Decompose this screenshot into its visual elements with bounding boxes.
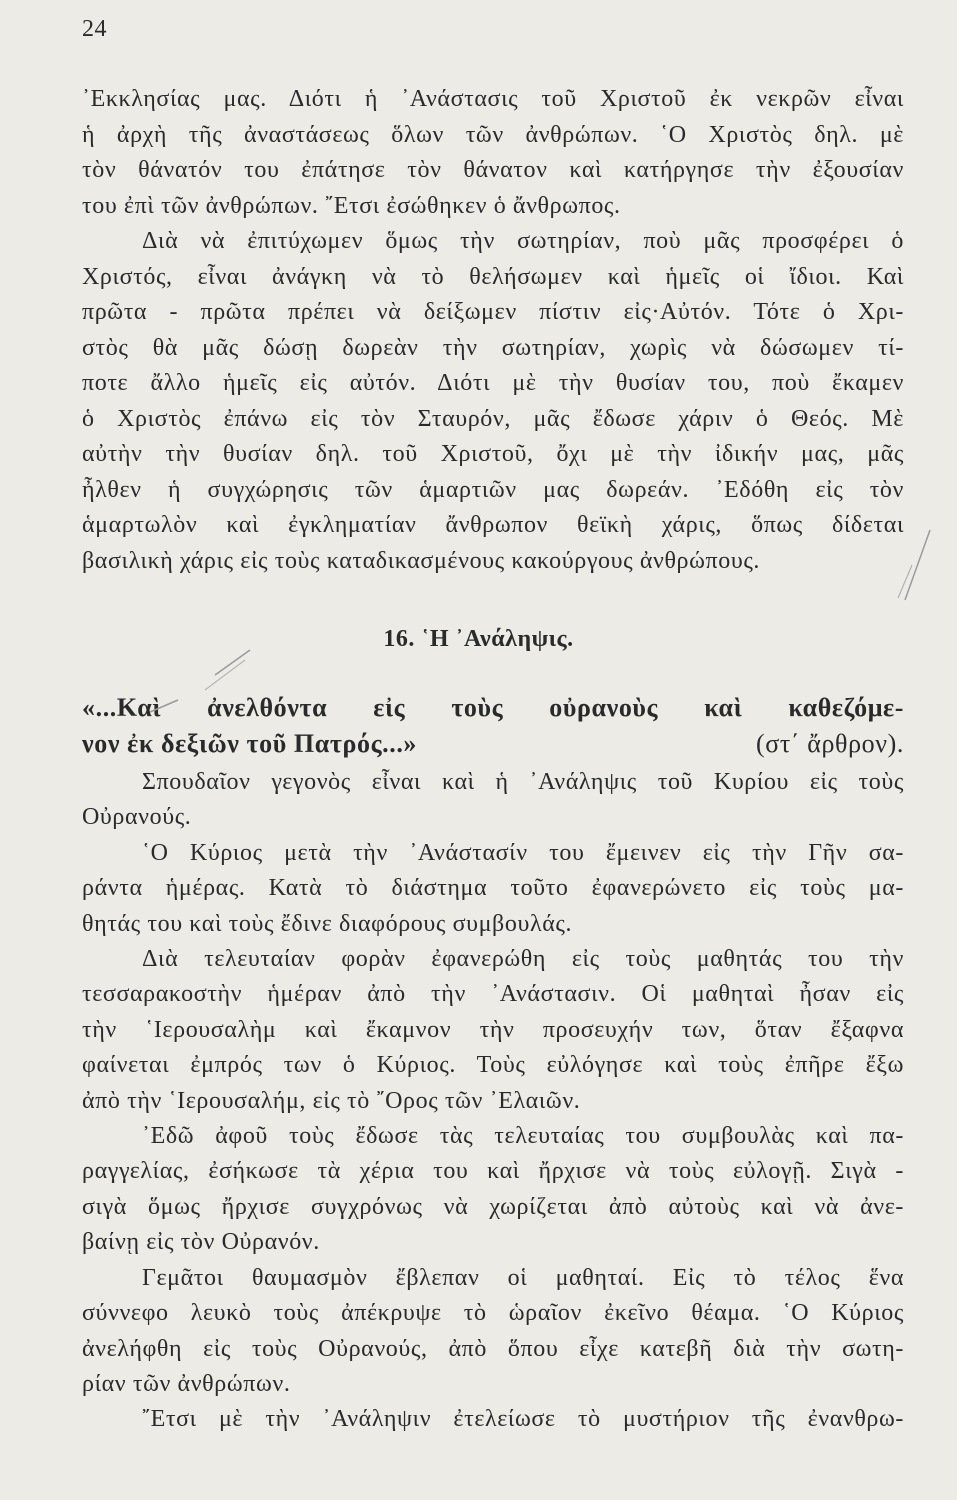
creed-quote	[82, 690, 904, 762]
text-line: τὴν ῾Ιερουσαλὴμ καὶ ἔκαμνον τὴν προσευχήν των, ὅταν ἔξαφνα	[82, 1016, 904, 1043]
text-line: αὐτὴν τὴν θυσίαν δηλ. τοῦ Χριστοῦ, ὄχι μὲ τὴν ἰδικήν μας, μᾶς	[82, 441, 904, 467]
text-line: του ἐπὶ τῶν ἀνθρώπων. ῎Ετσι ἐσώθηκεν ὁ ἄνθρωπος.	[82, 192, 621, 219]
quote-line	[82, 726, 904, 762]
text-line: ἡ ἀρχὴ τῆς ἀναστάσεως ὅλων τῶν ἀνθρώπων. ῾Ο Χριστὸς δηλ. μὲ	[82, 121, 904, 148]
text-line: ποτε ἄλλο ἡμεῖς εἰς αὐτόν. Διότι μὲ τὴν θυσίαν του, ποὺ ἔκαμεν	[82, 370, 904, 396]
text-line: ὁ Χριστὸς ἐπάνω εἰς τὸν Σταυρόν, μᾶς ἔδωσε χάριν ὁ Θεός. Μὲ	[82, 405, 904, 432]
text-line: ἁμαρτωλὸν καὶ ἐγκληματίαν ἄνθρωπον θεϊκὴ χάρις, ὅπως δίδεται	[82, 512, 904, 538]
text-line: ἀνελήφθη εἰς τοὺς Οὐρανούς, ἀπὸ ὅπου εἶχε κατεβῆ διὰ τὴν σωτη-	[82, 1335, 904, 1362]
text-line: Χριστός, εἶναι ἀνάγκη νὰ τὸ θελήσωμεν καὶ ἡμεῖς οἱ ἴδιοι. Καὶ	[82, 263, 904, 290]
text-line: ρίαν τῶν ἀνθρώπων.	[82, 1370, 291, 1397]
body-text-block-1	[82, 82, 904, 579]
text-line: ἀπὸ τὴν ῾Ιερουσαλήμ, εἰς τὸ ῎Ορος τῶν ᾿Ελαιῶν.	[82, 1087, 581, 1114]
text-line: ἦλθεν ἡ συγχώρησις τῶν ἁμαρτιῶν μας δωρεάν. ᾿Εδόθη εἰς τὸν	[82, 476, 904, 503]
text-line: βασιλικὴ χάρις εἰς τοὺς καταδικασμένους κακούργους ἀνθρώπους.	[82, 547, 761, 574]
text-line: τὸν θάνατόν του ἐπάτησε τὸν θάνατον καὶ κατήργησε τὴν ἐξουσίαν	[82, 157, 904, 183]
text-line: ράντα ἡμέρας. Κατὰ τὸ διάστημα τοῦτο ἐφανερώνετο εἰς τοὺς μα-	[82, 875, 904, 902]
section-heading: 16. ῾Η ᾿Ανάληψις.	[383, 626, 574, 652]
quote-line: «...Καὶ ἀνελθόντα εἰς τοὺς οὐρανοὺς καὶ καθεζόμε-	[82, 693, 904, 722]
text-line: Διὰ νὰ ἐπιτύχωμεν ὅμως τὴν σωτηρίαν, ποὺ μᾶς προσφέρει ὁ	[142, 228, 904, 254]
text-line: στὸς θὰ μᾶς δώσῃ δωρεὰν τὴν σωτηρίαν, χωρὶς νὰ δώσωμεν τί-	[82, 334, 904, 361]
text-line: πρῶτα - πρῶτα πρέπει νὰ δείξωμεν πίστιν εἰς·Αὐτόν. Τότε ὁ Χρι-	[82, 299, 904, 325]
text-line: τεσσαρακοστὴν ἡμέραν ἀπὸ τὴν ᾿Ανάστασιν. Οἱ μαθηταὶ ἦσαν εἰς	[82, 981, 904, 1008]
text-line: ᾿Εδῶ ἀφοῦ τοὺς ἔδωσε τὰς τελευταίας του συμβουλὰς καὶ πα-	[142, 1123, 904, 1150]
quote-text: νον ἐκ δεξιῶν τοῦ Πατρός...»	[82, 729, 418, 758]
text-line: φαίνεται ἐμπρός των ὁ Κύριος. Τοὺς εὐλόγησε καὶ τοὺς ἐπῆρε ἔξω	[82, 1052, 904, 1079]
text-line: θητάς του καὶ τοὺς ἔδινε διαφόρους συμβουλάς.	[82, 910, 573, 937]
body-text-block-2	[82, 765, 904, 1438]
text-line: Σπουδαῖον γεγονὸς εἶναι καὶ ἡ ᾿Ανάληψις τοῦ Κυρίου εἰς τοὺς	[142, 769, 904, 795]
text-line: Διὰ τελευταίαν φορὰν ἐφανερώθη εἰς τοὺς μαθητάς του τὴν	[142, 946, 904, 973]
text-line: ῎Ετσι μὲ τὴν ᾿Ανάληψιν ἐτελείωσε τὸ μυστήριον τῆς ἐνανθρω-	[142, 1406, 904, 1433]
page-number: 24	[82, 16, 107, 42]
text-line: Γεμᾶτοι θαυμασμὸν ἔβλεπαν οἱ μαθηταί. Εἰς τὸ τέλος ἕνα	[142, 1264, 904, 1291]
text-line: Οὐρανούς.	[82, 804, 192, 831]
text-line: ᾿Εκκλησίας μας. Διότι ἡ ᾿Ανάστασις τοῦ Χριστοῦ ἐκ νεκρῶν εἶναι	[82, 86, 904, 112]
text-line: ῾Ο Κύριος μετὰ τὴν ᾿Ανάστασίν του ἔμεινεν εἰς τὴν Γῆν σα-	[142, 839, 904, 866]
text-line: βαίνῃ εἰς τὸν Οὐρανόν.	[82, 1229, 320, 1256]
text-line: σύννεφο λευκὸ τοὺς ἀπέκρυψε τὸ ὡραῖον ἐκεῖνο θέαμα. ῾Ο Κύριος	[82, 1300, 904, 1327]
text-line: σιγὰ ὅμως ἤρχισε συγχρόνως νὰ χωρίζεται ἀπὸ αὐτοὺς καὶ νὰ ἀνε-	[82, 1193, 904, 1220]
article-reference: (στ΄ ἄρθρον).	[755, 729, 904, 758]
text-line: ραγγελίας, ἐσήκωσε τὰ χέρια του καὶ ἤρχισε νὰ τοὺς εὐλογῇ. Σιγὰ -	[82, 1158, 904, 1185]
